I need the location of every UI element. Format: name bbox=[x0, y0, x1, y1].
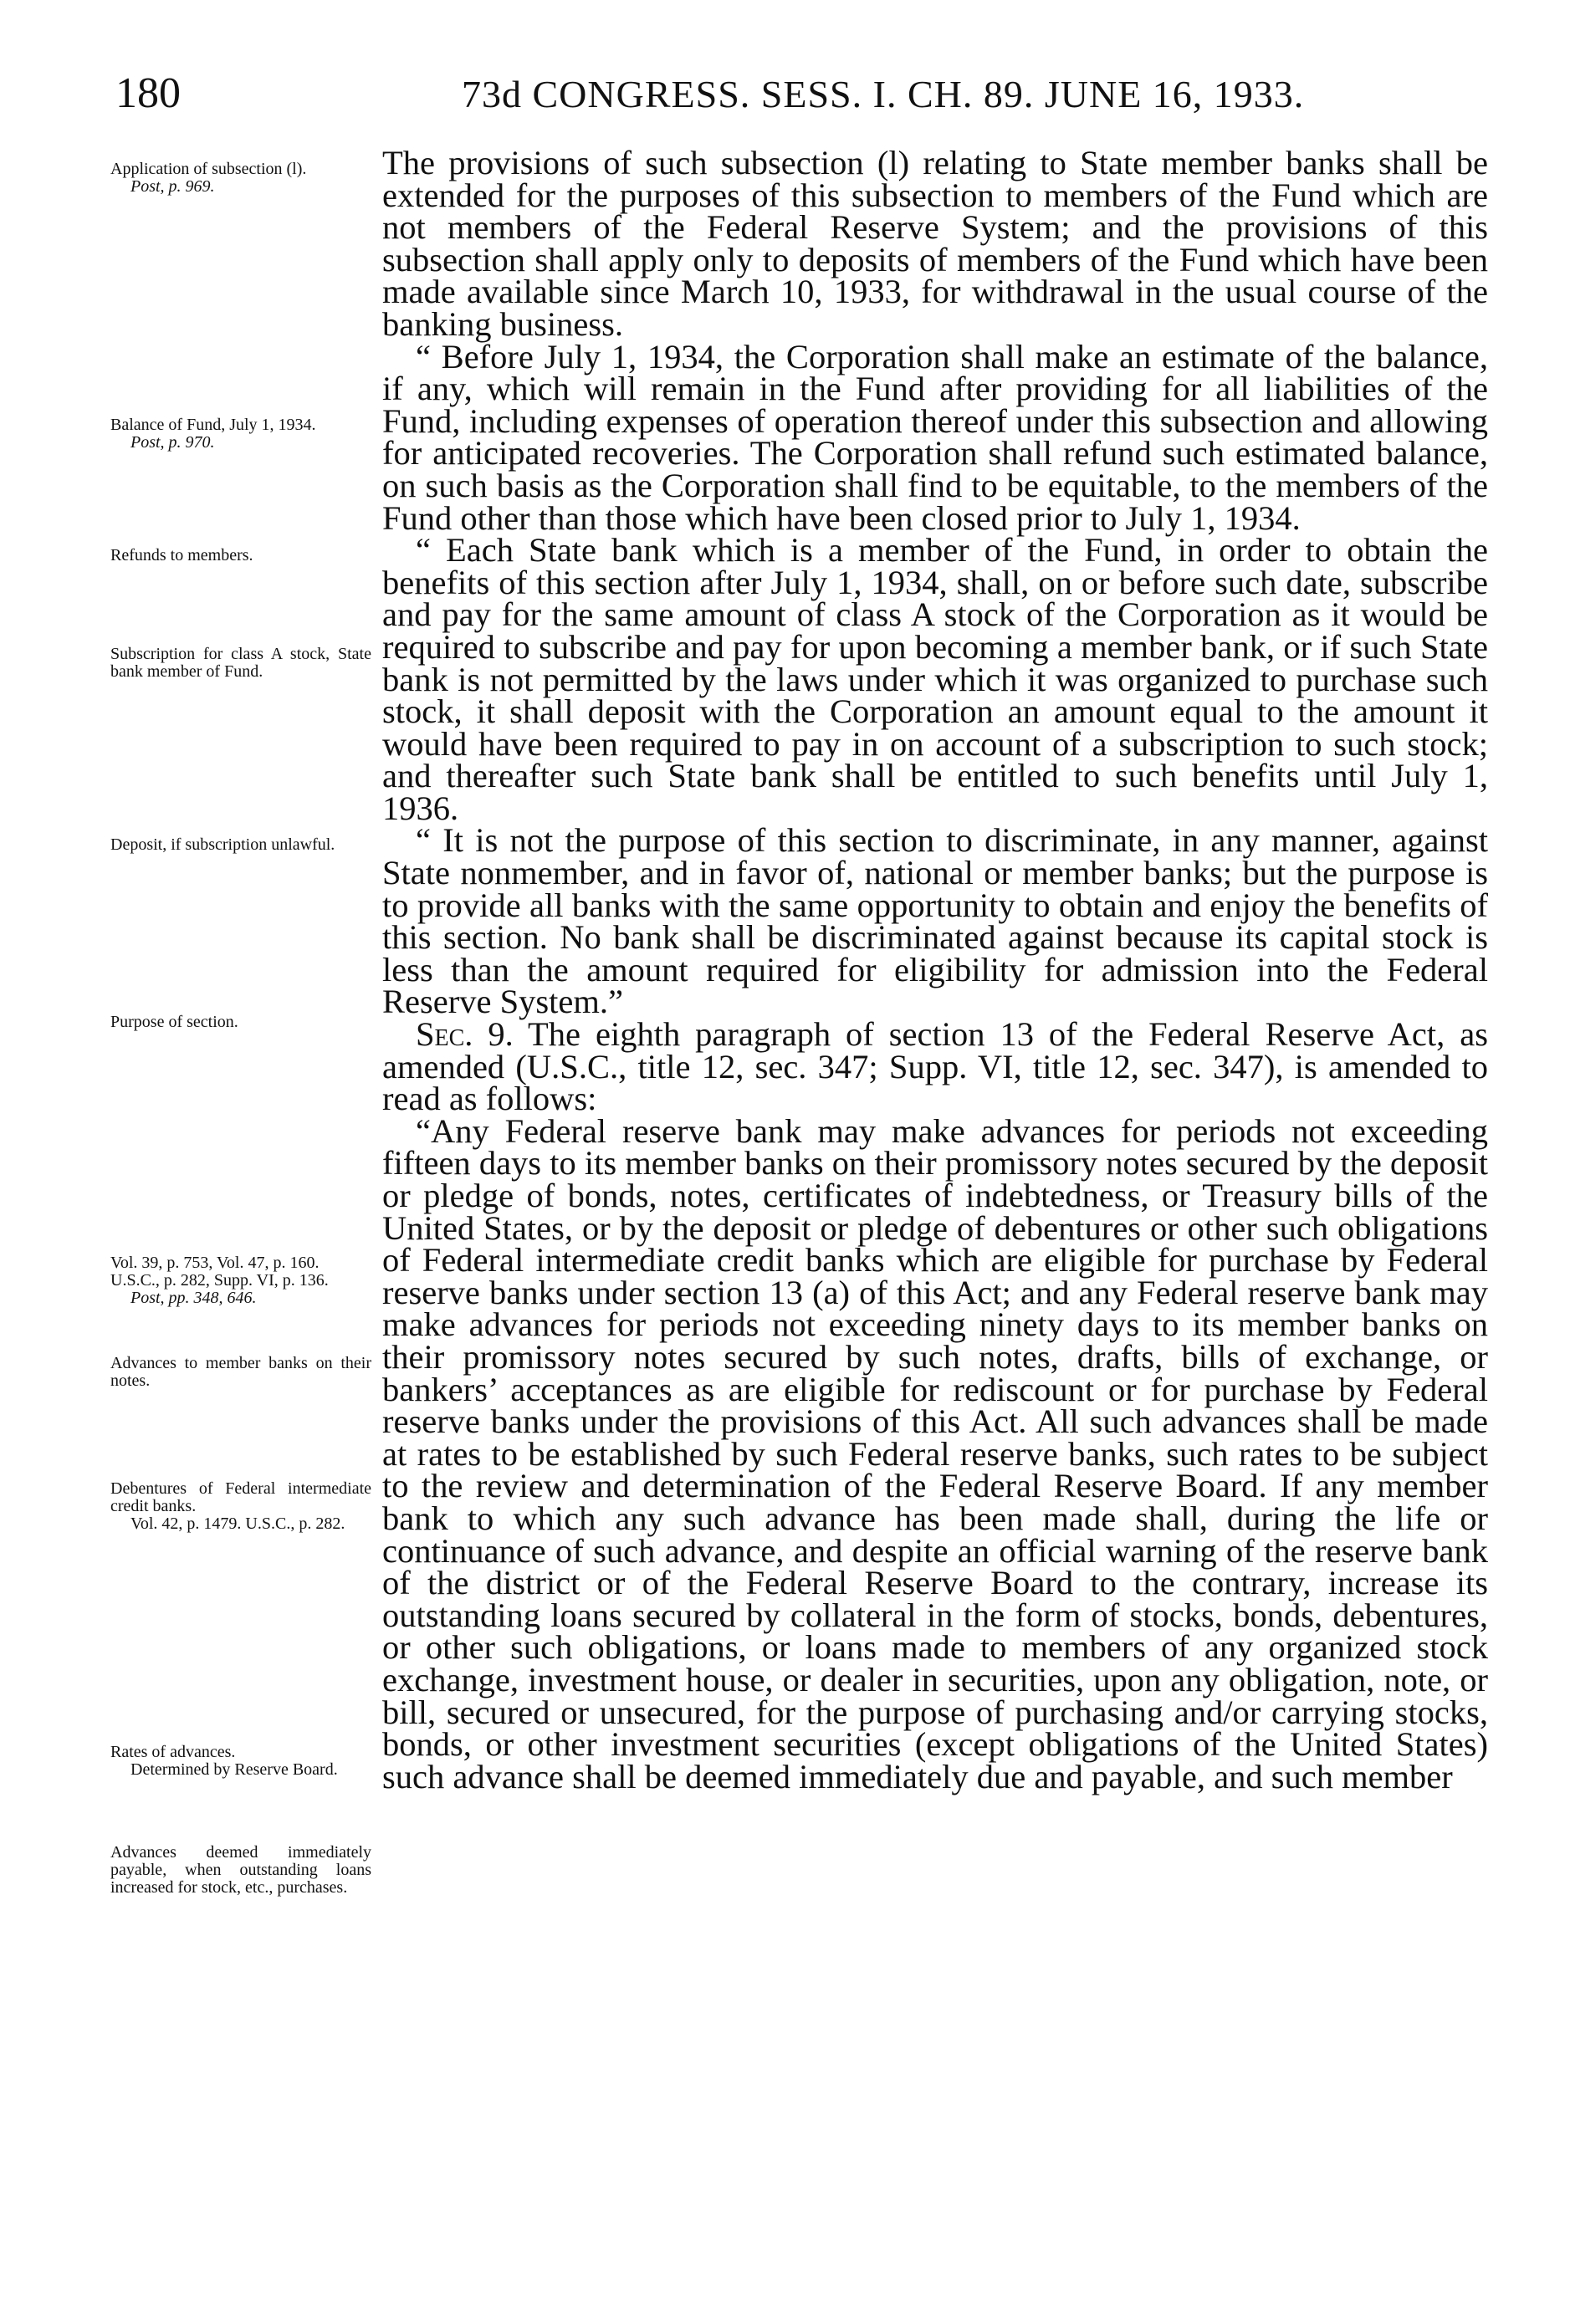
margin-note-ref: Vol. 42, p. 1479. U.S.C., p. 282. bbox=[130, 1514, 345, 1533]
paragraph-text: The eighth paragraph of section 13 of the Federal Reserve Act, as amended (U.S.C., title 12, sec. 347; Supp. VI, title 12, sec. 347), is amended to read as follows: bbox=[382, 1015, 1488, 1118]
margin-note-subscription bbox=[110, 646, 371, 681]
margin-note-deposit bbox=[110, 836, 371, 854]
margin-note-advances bbox=[110, 1355, 371, 1390]
margin-note-title: Rates of advances. bbox=[110, 1743, 236, 1761]
running-head: 73d CONGRESS. SESS. I. CH. 89. JUNE 16, 1933. bbox=[462, 73, 1305, 115]
paragraph: “Any Federal reserve bank may make advances for periods not exceeding fifteen days to its member banks on their promissory notes secured by the deposit or pledge of bonds, notes, certificates of indebtedness, or Treasury bills of the United States, or by the deposit or pledge of debentures or other such obligations of Federal intermediate credit banks which are eligible for purchase by Federal reserve banks under section 13 (a) of this Act; and any Federal reserve bank may make advances for periods not exceeding ninety days to its member banks on their promissory notes secured by such notes, drafts, bills of exchange, or bankers’ acceptances as are eligible for rediscount or for purchase by Federal reserve banks under the provisions of this Act. All such advances shall be made at rates to be established by such Federal reserve banks, such rates to be subject to the review and determination of the Federal Reserve Board. If any member bank to which any such advance has been made shall, during the life or continuance of such advance, and despite an official warning of the reserve bank of the district or of the Federal Reserve Board to the contrary, increase its outstanding loans secured by collateral in the form of stocks, bonds, debentures, or other such obligations, or loans made to members of any organized stock exchange, investment house, or dealer in securities, upon any obligation, note, or bill, secured or unsecured, for the purpose of purchasing and/or carrying stocks, bonds, or other investment securities (except obligations of the United States) such advance shall be deemed immediately due and payable, and such member bbox=[382, 1111, 1488, 1795]
margin-note-refunds bbox=[110, 547, 371, 564]
margin-note-statutory-refs bbox=[110, 1254, 371, 1307]
margin-note-title: Purpose of section. bbox=[110, 1013, 238, 1031]
margin-note-title: Subscription for class A stock, State bank member of Fund. bbox=[110, 645, 371, 681]
margin-note-rates bbox=[110, 1744, 371, 1779]
margin-note-ref: U.S.C., p. 282, Supp. VI, p. 136. bbox=[110, 1271, 329, 1290]
margin-note-ref: Post, pp. 348, 646. bbox=[130, 1289, 257, 1307]
page-number: 180 bbox=[115, 69, 181, 117]
margin-note-balance bbox=[110, 416, 371, 452]
margin-note-ref: Post, p. 969. bbox=[130, 177, 215, 196]
paragraph: “ Each State bank which is a member of the Fund, in order to obtain the benefits of this section after July 1, 1934, shall, on or before such date, subscribe and pay for the same amount of class A stock of the Corporation as it would be required to subscribe and pay for upon becoming a member bank, or if such State bank is not permitted by the laws under which it was organized to purchase such stock, it shall deposit with the Corporation an amount equal to the amount it would have been required to pay in on account of a subscription to such stock; and thereafter such State bank shall be entitled to such benefits until July 1, 1936. bbox=[382, 531, 1488, 827]
margin-note-title: Refunds to members. bbox=[110, 546, 253, 564]
margin-note-title: Advances to member banks on their notes. bbox=[110, 1354, 371, 1390]
margin-note-immediately-payable bbox=[110, 1844, 371, 1897]
margin-note-title: Advances deemed immediately payable, when outstanding loans increased for stock, etc., purchases. bbox=[110, 1843, 371, 1897]
page-header bbox=[0, 69, 1570, 127]
margin-note-sub: Determined by Reserve Board. bbox=[130, 1760, 338, 1779]
margin-note-application bbox=[110, 161, 371, 196]
margin-note-title: Balance of Fund, July 1, 1934. bbox=[110, 416, 316, 434]
body-text bbox=[382, 144, 1488, 1795]
section-label: Sec. 9. bbox=[416, 1015, 514, 1054]
margin-note-purpose bbox=[110, 1014, 371, 1031]
margin-note-title: Debentures of Federal intermediate credit banks. bbox=[110, 1479, 371, 1515]
margin-note-debentures bbox=[110, 1480, 371, 1533]
paragraph: “ Before July 1, 1934, the Corporation shall make an estimate of the balance, if any, which will remain in the Fund after providing for all liabilities of the Fund, including expenses of operation thereof under this subsection and allowing for anticipated recoveries. The Corporation shall refund such estimated balance, on such basis as the Corporation shall find to be equitable, to the members of the Fund other than those which have been closed prior to July 1, 1934. bbox=[382, 337, 1488, 537]
margin-note-ref: Post, p. 970. bbox=[130, 433, 215, 452]
paragraph: The provisions of such subsection (l) relating to State member banks shall be extended for the purposes of this subsection to members of the Fund which are not members of the Federal Reserve System; and the provisions of this subsection shall apply only to deposits of members of the Fund which have been made available since March 10, 1933, for withdrawal in the usual course of the banking business. bbox=[382, 144, 1488, 343]
paragraph: “ It is not the purpose of this section to discriminate, in any manner, against State nonmember, and in favor of, national or member banks; but the purpose is to provide all banks with the same opportunity to obtain and enjoy the benefits of this section. No bank shall be discriminated against because its capital stock is less than the amount required for eligibility for admission into the Federal Reserve System.” bbox=[382, 821, 1488, 1021]
margin-note-title: Deposit, if subscription unlawful. bbox=[110, 835, 335, 854]
margin-note-title: Application of subsection (l). bbox=[110, 160, 307, 178]
paragraph bbox=[382, 1015, 1488, 1118]
margin-note-ref: Vol. 39, p. 753, Vol. 47, p. 160. bbox=[110, 1254, 320, 1272]
